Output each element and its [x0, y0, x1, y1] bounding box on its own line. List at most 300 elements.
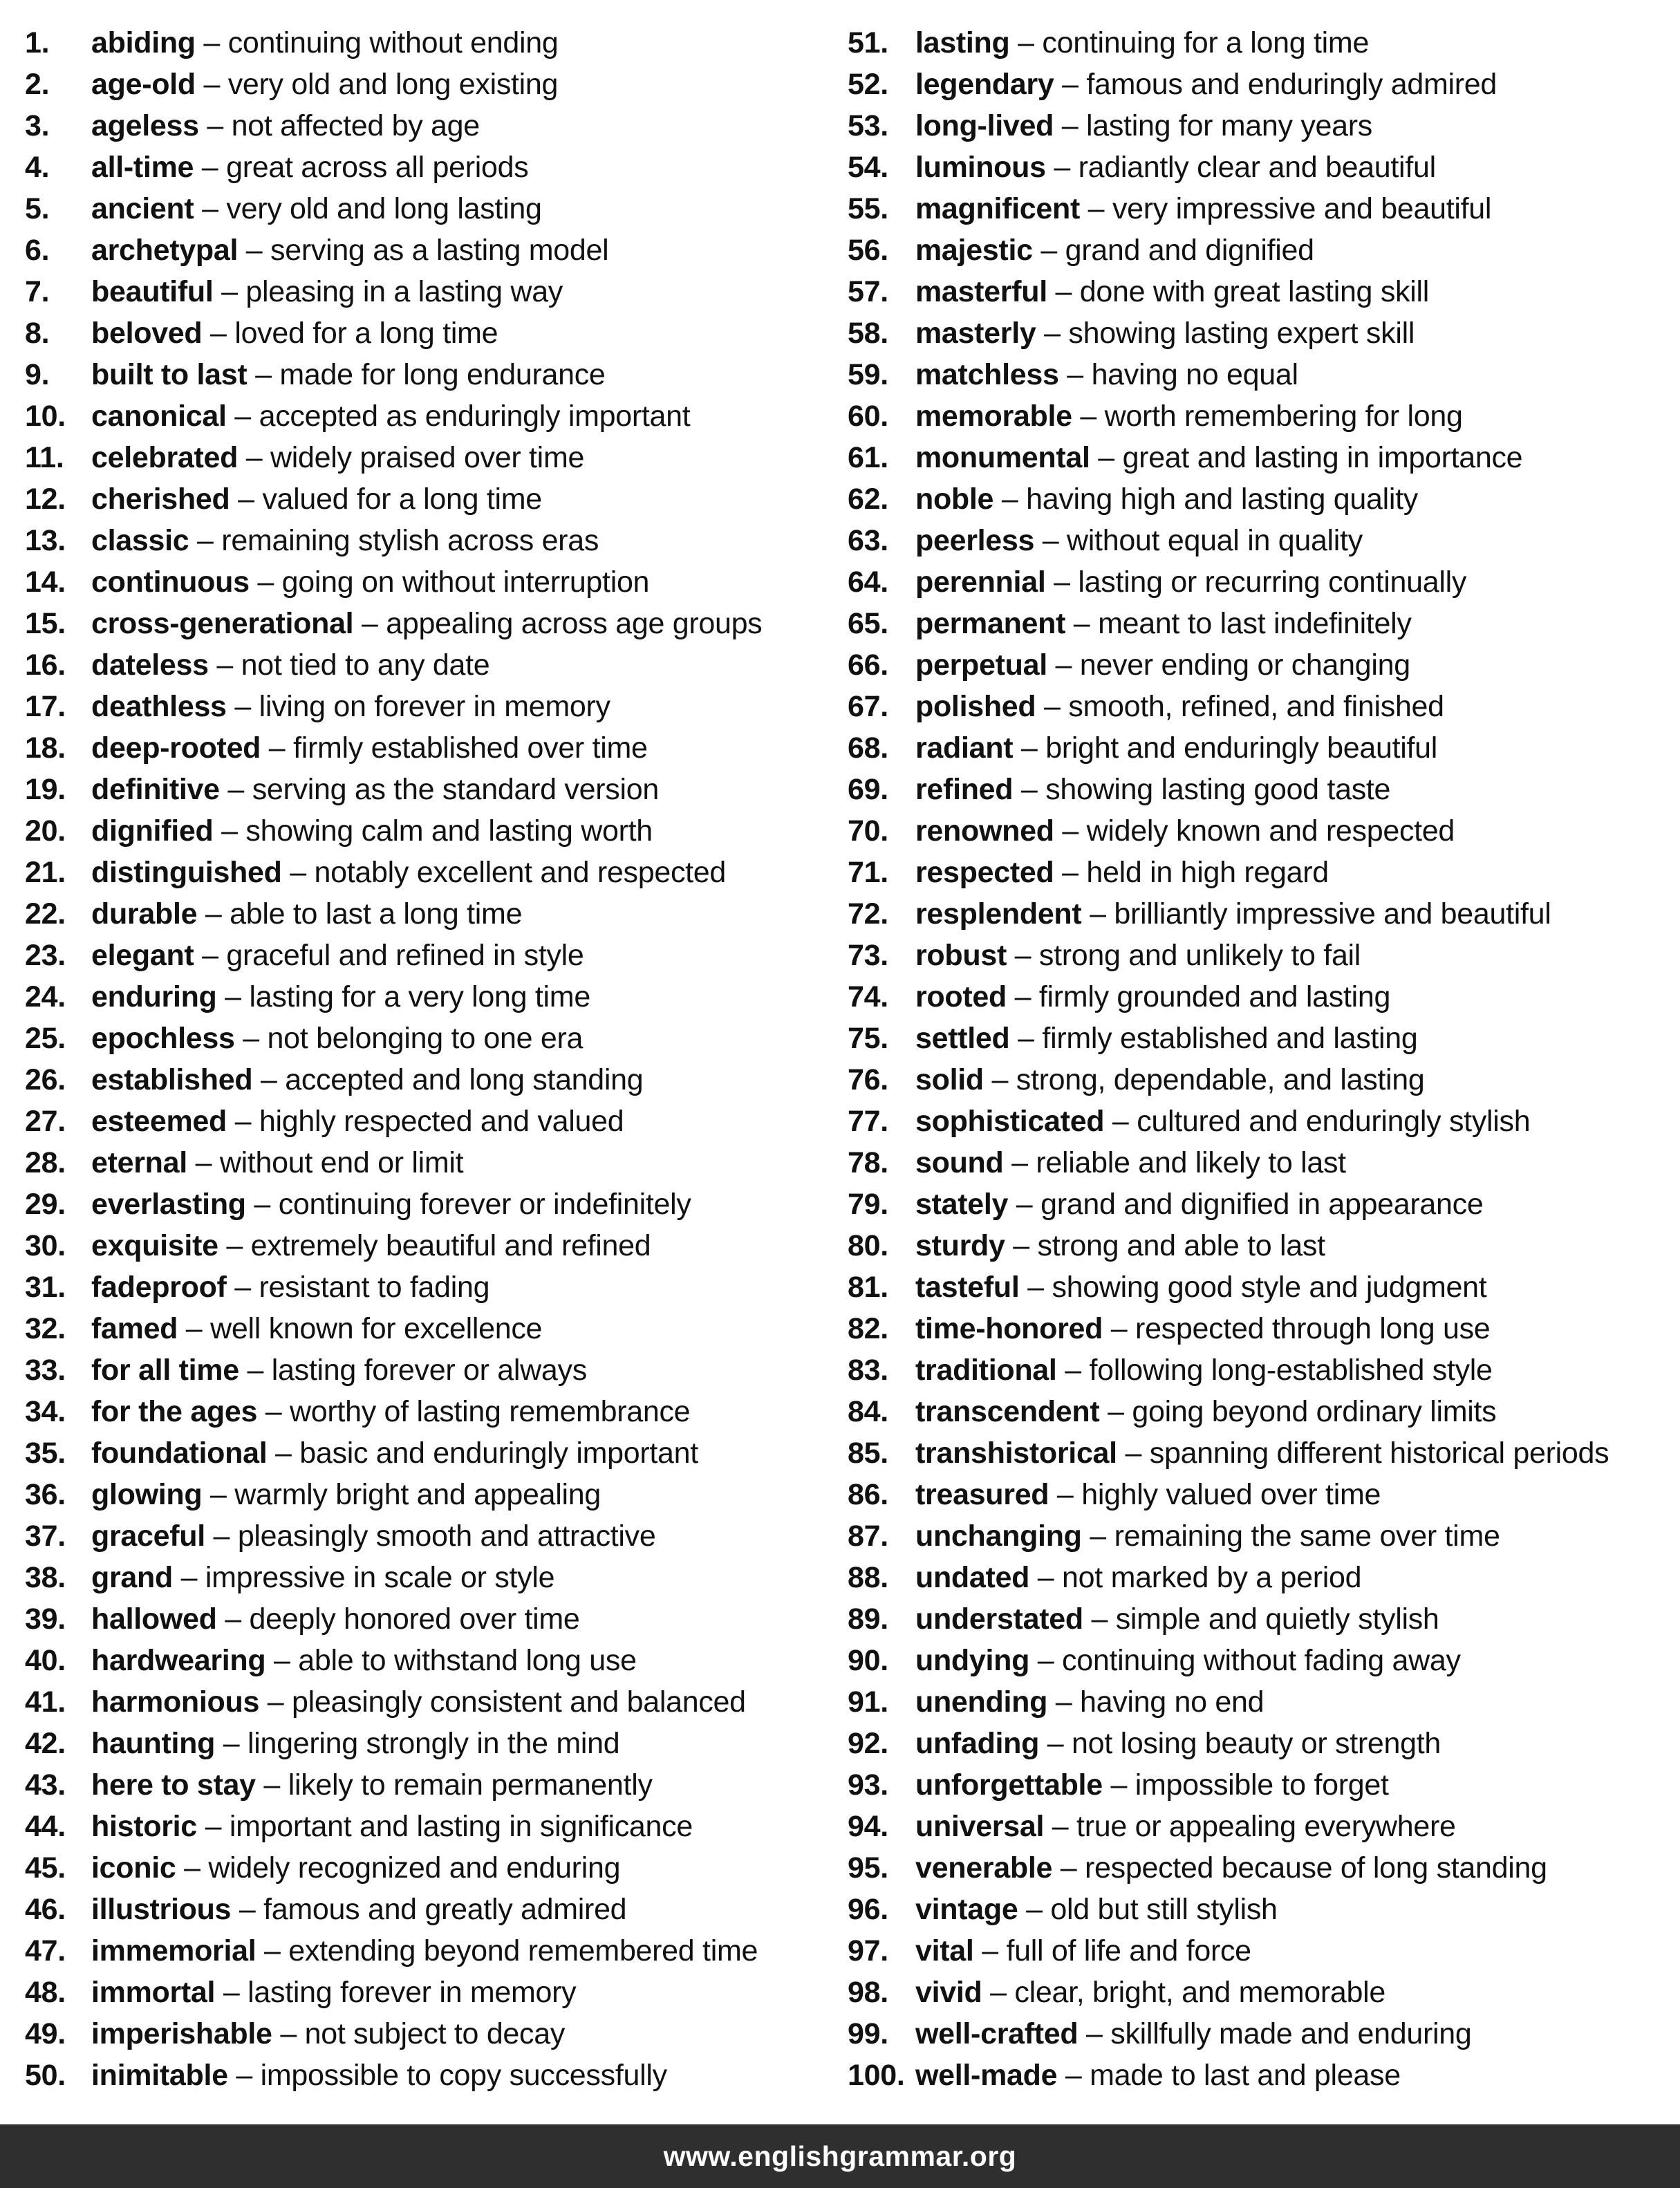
item-number: 85. — [848, 1436, 888, 1470]
item-word: everlasting — [91, 1187, 246, 1221]
item-word: deathless — [91, 689, 227, 723]
item-separator: – — [1081, 897, 1114, 931]
list-item — [25, 561, 841, 603]
list-item — [848, 769, 1677, 810]
item-word: undated — [915, 1560, 1030, 1594]
item-definition: not subject to decay — [304, 2017, 566, 2050]
list-item — [25, 727, 841, 769]
list-item — [848, 976, 1677, 1018]
list-item — [25, 2055, 841, 2096]
item-number: 58. — [848, 316, 888, 350]
item-number: 55. — [848, 191, 888, 225]
item-definition: held in high regard — [1086, 855, 1329, 889]
item-definition: not tied to any date — [241, 648, 490, 682]
item-word: age-old — [91, 67, 196, 101]
item-separator: – — [1081, 1519, 1114, 1553]
item-number: 72. — [848, 897, 888, 931]
list-item — [848, 520, 1677, 561]
list-item — [25, 1142, 841, 1184]
item-separator: – — [1057, 2058, 1090, 2092]
item-definition: spanning different historical periods — [1149, 1436, 1609, 1470]
item-separator: – — [1072, 399, 1105, 433]
item-definition: cultured and enduringly stylish — [1137, 1104, 1531, 1138]
item-definition: graceful and refined in style — [226, 938, 584, 972]
item-word: canonical — [91, 399, 227, 433]
item-word: epochless — [91, 1021, 235, 1055]
item-number: 39. — [25, 1602, 66, 1636]
list-item — [25, 271, 841, 312]
list-item — [848, 1681, 1677, 1723]
list-item — [25, 230, 841, 271]
footer-bar — [0, 2124, 1680, 2188]
list-item — [848, 935, 1677, 976]
item-word: long-lived — [915, 109, 1054, 142]
item-number: 80. — [848, 1228, 888, 1262]
item-number: 46. — [25, 1892, 66, 1926]
list-item — [848, 1764, 1677, 1806]
item-separator: – — [1045, 565, 1079, 599]
item-number: 30. — [25, 1228, 66, 1262]
item-word: well-made — [915, 2058, 1058, 2092]
list-item — [25, 1266, 841, 1308]
item-definition: accepted as enduringly important — [259, 399, 691, 433]
item-word: for the ages — [91, 1394, 258, 1428]
item-separator: – — [196, 1809, 230, 1843]
item-separator: – — [198, 109, 232, 142]
item-definition: bright and enduringly beautiful — [1045, 731, 1438, 765]
item-separator: – — [1018, 1892, 1051, 1926]
list-item — [848, 1266, 1677, 1308]
item-number: 38. — [25, 1560, 66, 1594]
item-definition: strong and able to last — [1037, 1228, 1325, 1262]
item-word: sturdy — [915, 1228, 1005, 1262]
list-item — [848, 1972, 1677, 2013]
item-number: 93. — [848, 1768, 888, 1802]
item-number: 74. — [848, 980, 888, 1013]
item-separator: – — [218, 1228, 251, 1262]
item-separator: – — [1044, 1809, 1077, 1843]
item-separator: – — [215, 1726, 248, 1760]
list-item — [25, 686, 841, 727]
list-item — [25, 105, 841, 147]
item-number: 36. — [25, 1477, 66, 1511]
list-item — [25, 976, 841, 1018]
item-separator: – — [230, 482, 263, 516]
item-word: unchanging — [915, 1519, 1082, 1553]
item-definition: notably excellent and respected — [314, 855, 727, 889]
item-number: 89. — [848, 1602, 888, 1636]
item-separator: – — [1029, 1643, 1063, 1677]
list-item — [25, 1391, 841, 1432]
item-word: imperishable — [91, 2017, 272, 2050]
item-definition: lasting for many years — [1085, 109, 1372, 142]
item-separator: – — [1036, 316, 1069, 350]
list-item — [25, 64, 841, 105]
list-item — [848, 1515, 1677, 1557]
item-word: masterful — [915, 274, 1047, 308]
list-item — [848, 1391, 1677, 1432]
item-word: eternal — [91, 1146, 187, 1179]
item-definition: pleasing in a lasting way — [245, 274, 563, 308]
item-number: 13. — [25, 523, 66, 557]
item-word: stately — [915, 1187, 1009, 1221]
item-separator: – — [195, 26, 228, 59]
item-number: 10. — [25, 399, 66, 433]
item-separator: – — [1078, 2017, 1111, 2050]
item-separator: – — [1103, 1311, 1136, 1345]
item-word: undying — [915, 1643, 1030, 1677]
item-definition: pleasingly consistent and balanced — [292, 1685, 746, 1719]
item-number: 49. — [25, 2017, 66, 2050]
item-number: 95. — [848, 1851, 888, 1885]
item-definition: full of life and force — [1006, 1934, 1251, 1967]
item-separator: – — [238, 233, 271, 267]
item-separator: – — [1009, 1021, 1043, 1055]
item-word: elegant — [91, 938, 194, 972]
item-number: 1. — [25, 26, 50, 59]
item-word: radiant — [915, 731, 1014, 765]
list-item — [25, 1723, 841, 1764]
item-word: rooted — [915, 980, 1007, 1013]
item-number: 50. — [25, 2058, 66, 2092]
list-item — [25, 644, 841, 686]
item-definition: old but still stylish — [1050, 1892, 1278, 1926]
item-word: refined — [915, 772, 1014, 806]
item-separator: – — [227, 2058, 261, 2092]
item-separator: – — [1006, 980, 1039, 1013]
item-word: traditional — [915, 1353, 1057, 1387]
list-item — [25, 437, 841, 478]
item-definition: continuing forever or indefinitely — [278, 1187, 691, 1221]
item-definition: grand and dignified — [1065, 233, 1314, 267]
item-definition: having no equal — [1091, 357, 1298, 391]
list-item — [848, 147, 1677, 188]
item-separator: – — [238, 440, 271, 474]
item-number: 62. — [848, 482, 888, 516]
list-item — [25, 1764, 841, 1806]
list-item — [848, 64, 1677, 105]
item-definition: extending beyond remembered time — [288, 1934, 758, 1967]
list-item — [25, 354, 841, 395]
item-separator: – — [178, 1311, 211, 1345]
item-definition: going on without interruption — [281, 565, 650, 599]
item-separator: – — [227, 1104, 259, 1138]
item-word: ancient — [91, 191, 194, 225]
item-word: grand — [91, 1560, 173, 1594]
item-definition: highly valued over time — [1081, 1477, 1381, 1511]
item-definition: made for long endurance — [279, 357, 606, 391]
list-item — [25, 1432, 841, 1474]
item-number: 14. — [25, 565, 66, 599]
item-separator: – — [1090, 440, 1123, 474]
item-definition: never ending or changing — [1079, 648, 1410, 682]
item-word: fadeproof — [91, 1270, 227, 1304]
item-number: 63. — [848, 523, 888, 557]
item-separator: – — [208, 648, 241, 682]
item-number: 90. — [848, 1643, 888, 1677]
item-word: beautiful — [91, 274, 214, 308]
item-word: vintage — [915, 1892, 1018, 1926]
item-number: 59. — [848, 357, 888, 391]
item-word: transhistorical — [915, 1436, 1117, 1470]
item-word: unfading — [915, 1726, 1040, 1760]
item-definition: not losing beauty or strength — [1072, 1726, 1441, 1760]
item-number: 75. — [848, 1021, 888, 1055]
item-word: dignified — [91, 814, 214, 848]
item-definition: well known for excellence — [210, 1311, 543, 1345]
item-word: esteemed — [91, 1104, 227, 1138]
item-word: perennial — [915, 565, 1046, 599]
item-number: 83. — [848, 1353, 888, 1387]
item-number: 61. — [848, 440, 888, 474]
item-separator: – — [216, 1602, 250, 1636]
list-item — [848, 1308, 1677, 1349]
item-separator: – — [1054, 814, 1087, 848]
list-item — [848, 395, 1677, 437]
item-definition: valued for a long time — [262, 482, 542, 516]
item-definition: worthy of lasting remembrance — [290, 1394, 691, 1428]
item-word: continuous — [91, 565, 250, 599]
item-definition: appealing across age groups — [386, 606, 763, 640]
item-word: immemorial — [91, 1934, 256, 1967]
item-definition: strong and unlikely to fail — [1038, 938, 1361, 972]
list-item — [25, 1681, 841, 1723]
item-number: 73. — [848, 938, 888, 972]
list-item — [848, 437, 1677, 478]
item-definition: smooth, refined, and finished — [1068, 689, 1444, 723]
item-number: 41. — [25, 1685, 66, 1719]
list-item — [848, 1930, 1677, 1972]
item-separator: – — [1032, 233, 1065, 267]
item-definition: widely known and respected — [1086, 814, 1455, 848]
item-definition: made to last and please — [1090, 2058, 1401, 2092]
list-item — [848, 1723, 1677, 1764]
item-word: inimitable — [91, 2058, 228, 2092]
item-word: sound — [915, 1146, 1004, 1179]
item-number: 100. — [848, 2058, 905, 2092]
item-word: vivid — [915, 1975, 982, 2009]
item-definition: resistant to fading — [259, 1270, 490, 1304]
list-item — [848, 1806, 1677, 1847]
item-number: 70. — [848, 814, 888, 848]
item-definition: skillfully made and enduring — [1110, 2017, 1472, 2050]
list-item — [25, 1972, 841, 2013]
item-number: 92. — [848, 1726, 888, 1760]
item-number: 11. — [25, 440, 64, 474]
item-number: 3. — [25, 109, 50, 142]
item-separator: – — [202, 316, 235, 350]
item-number: 35. — [25, 1436, 66, 1470]
item-word: durable — [91, 897, 198, 931]
item-separator: – — [194, 150, 227, 184]
item-separator: – — [983, 1063, 1016, 1096]
list-item — [848, 727, 1677, 769]
item-separator: – — [172, 1560, 205, 1594]
item-word: luminous — [915, 150, 1046, 184]
list-item — [848, 1557, 1677, 1598]
list-item — [25, 1515, 841, 1557]
item-definition: respected because of long standing — [1085, 1851, 1547, 1885]
item-word: memorable — [915, 399, 1072, 433]
item-definition: warmly bright and appealing — [234, 1477, 601, 1511]
item-definition: impossible to forget — [1135, 1768, 1389, 1802]
item-separator: – — [353, 606, 386, 640]
item-definition: very old and long existing — [227, 67, 559, 101]
list-item — [25, 395, 841, 437]
list-item — [848, 1598, 1677, 1640]
item-definition: living on forever in memory — [259, 689, 610, 723]
item-number: 91. — [848, 1685, 888, 1719]
list-item — [25, 769, 841, 810]
item-separator: – — [1009, 26, 1043, 59]
item-number: 77. — [848, 1104, 888, 1138]
item-definition: grand and dignified in appearance — [1040, 1187, 1484, 1221]
item-word: resplendent — [915, 897, 1082, 931]
item-definition: strong, dependable, and lasting — [1016, 1063, 1425, 1096]
item-number: 48. — [25, 1975, 66, 2009]
item-definition: impressive in scale or style — [205, 1560, 555, 1594]
item-number: 97. — [848, 1934, 888, 1967]
list-item — [25, 1847, 841, 1889]
item-definition: very old and long lasting — [226, 191, 542, 225]
item-definition: respected through long use — [1135, 1311, 1491, 1345]
list-item — [848, 1432, 1677, 1474]
item-number: 82. — [848, 1311, 888, 1345]
item-word: universal — [915, 1809, 1045, 1843]
item-number: 34. — [25, 1394, 66, 1428]
item-number: 29. — [25, 1187, 66, 1221]
item-word: classic — [91, 523, 189, 557]
item-number: 7. — [25, 274, 50, 308]
item-number: 16. — [25, 648, 66, 682]
item-word: definitive — [91, 772, 220, 806]
item-definition: pleasingly smooth and attractive — [237, 1519, 656, 1553]
item-definition: extremely beautiful and refined — [250, 1228, 651, 1262]
list-item — [848, 230, 1677, 271]
item-definition: famous and enduringly admired — [1086, 67, 1497, 101]
item-separator: – — [1005, 1228, 1038, 1262]
item-number: 19. — [25, 772, 66, 806]
list-item — [848, 188, 1677, 230]
item-separator: – — [219, 772, 252, 806]
item-word: historic — [91, 1809, 197, 1843]
item-number: 33. — [25, 1353, 66, 1387]
item-word: for all time — [91, 1353, 239, 1387]
item-number: 69. — [848, 772, 888, 806]
item-definition: meant to last indefinitely — [1098, 606, 1412, 640]
item-number: 23. — [25, 938, 66, 972]
item-number: 47. — [25, 1934, 66, 1967]
item-word: celebrated — [91, 440, 239, 474]
item-definition: following long-established style — [1089, 1353, 1493, 1387]
item-word: graceful — [91, 1519, 205, 1553]
item-number: 67. — [848, 689, 888, 723]
item-separator: – — [1052, 1851, 1085, 1885]
item-number: 20. — [25, 814, 66, 848]
item-number: 71. — [848, 855, 888, 889]
item-separator: – — [195, 67, 228, 101]
list-item — [25, 147, 841, 188]
item-separator: – — [1102, 1768, 1135, 1802]
item-number: 45. — [25, 1851, 66, 1885]
list-item — [848, 644, 1677, 686]
item-word: renowned — [915, 814, 1054, 848]
item-separator: – — [1045, 150, 1079, 184]
item-separator: – — [261, 731, 294, 765]
list-item — [848, 1640, 1677, 1681]
list-item — [25, 1059, 841, 1101]
list-item — [25, 1557, 841, 1598]
item-separator: – — [1006, 938, 1039, 972]
item-word: hardwearing — [91, 1643, 266, 1677]
item-word: all-time — [91, 150, 194, 184]
list-item — [25, 1598, 841, 1640]
item-separator: – — [256, 1934, 289, 1967]
item-definition: reliable and likely to last — [1036, 1146, 1346, 1179]
item-word: beloved — [91, 316, 203, 350]
item-number: 56. — [848, 233, 888, 267]
item-number: 24. — [25, 980, 66, 1013]
list-item — [25, 1018, 841, 1059]
list-item — [25, 935, 841, 976]
item-number: 86. — [848, 1477, 888, 1511]
item-number: 6. — [25, 233, 50, 267]
item-word: magnificent — [915, 191, 1081, 225]
list-item — [848, 312, 1677, 354]
item-definition: continuing without ending — [227, 26, 559, 59]
item-number: 96. — [848, 1892, 888, 1926]
list-item — [25, 520, 841, 561]
item-definition: widely recognized and enduring — [208, 1851, 621, 1885]
item-word: noble — [915, 482, 994, 516]
item-separator: – — [1047, 1685, 1080, 1719]
item-word: iconic — [91, 1851, 176, 1885]
item-definition: accepted and long standing — [285, 1063, 644, 1096]
item-separator: – — [176, 1851, 209, 1885]
item-word: vital — [915, 1934, 974, 1967]
item-word: sophisticated — [915, 1104, 1105, 1138]
item-number: 81. — [848, 1270, 888, 1304]
item-separator: – — [1054, 109, 1086, 142]
item-definition: great across all periods — [226, 150, 529, 184]
item-separator: – — [202, 1477, 235, 1511]
item-word: robust — [915, 938, 1007, 972]
item-word: illustrious — [91, 1892, 232, 1926]
item-separator: – — [259, 1685, 292, 1719]
item-definition: without equal in quality — [1067, 523, 1363, 557]
item-word: solid — [915, 1063, 984, 1096]
item-definition: continuing for a long time — [1042, 26, 1370, 59]
item-number: 32. — [25, 1311, 66, 1345]
item-word: masterly — [915, 316, 1036, 350]
list-item — [25, 478, 841, 520]
list-item — [25, 810, 841, 852]
item-separator: – — [226, 689, 259, 723]
item-definition: worth remembering for long — [1104, 399, 1463, 433]
item-definition: simple and quietly stylish — [1115, 1602, 1439, 1636]
item-number: 99. — [848, 2017, 888, 2050]
item-definition: lasting forever in memory — [248, 1975, 577, 2009]
item-separator: – — [234, 1021, 268, 1055]
item-separator: – — [187, 1146, 220, 1179]
item-separator: – — [1013, 731, 1046, 765]
item-number: 98. — [848, 1975, 888, 2009]
item-separator: – — [265, 1643, 299, 1677]
item-number: 42. — [25, 1726, 66, 1760]
list-item — [25, 312, 841, 354]
item-separator: – — [267, 1436, 300, 1470]
item-separator: – — [272, 2017, 305, 2050]
